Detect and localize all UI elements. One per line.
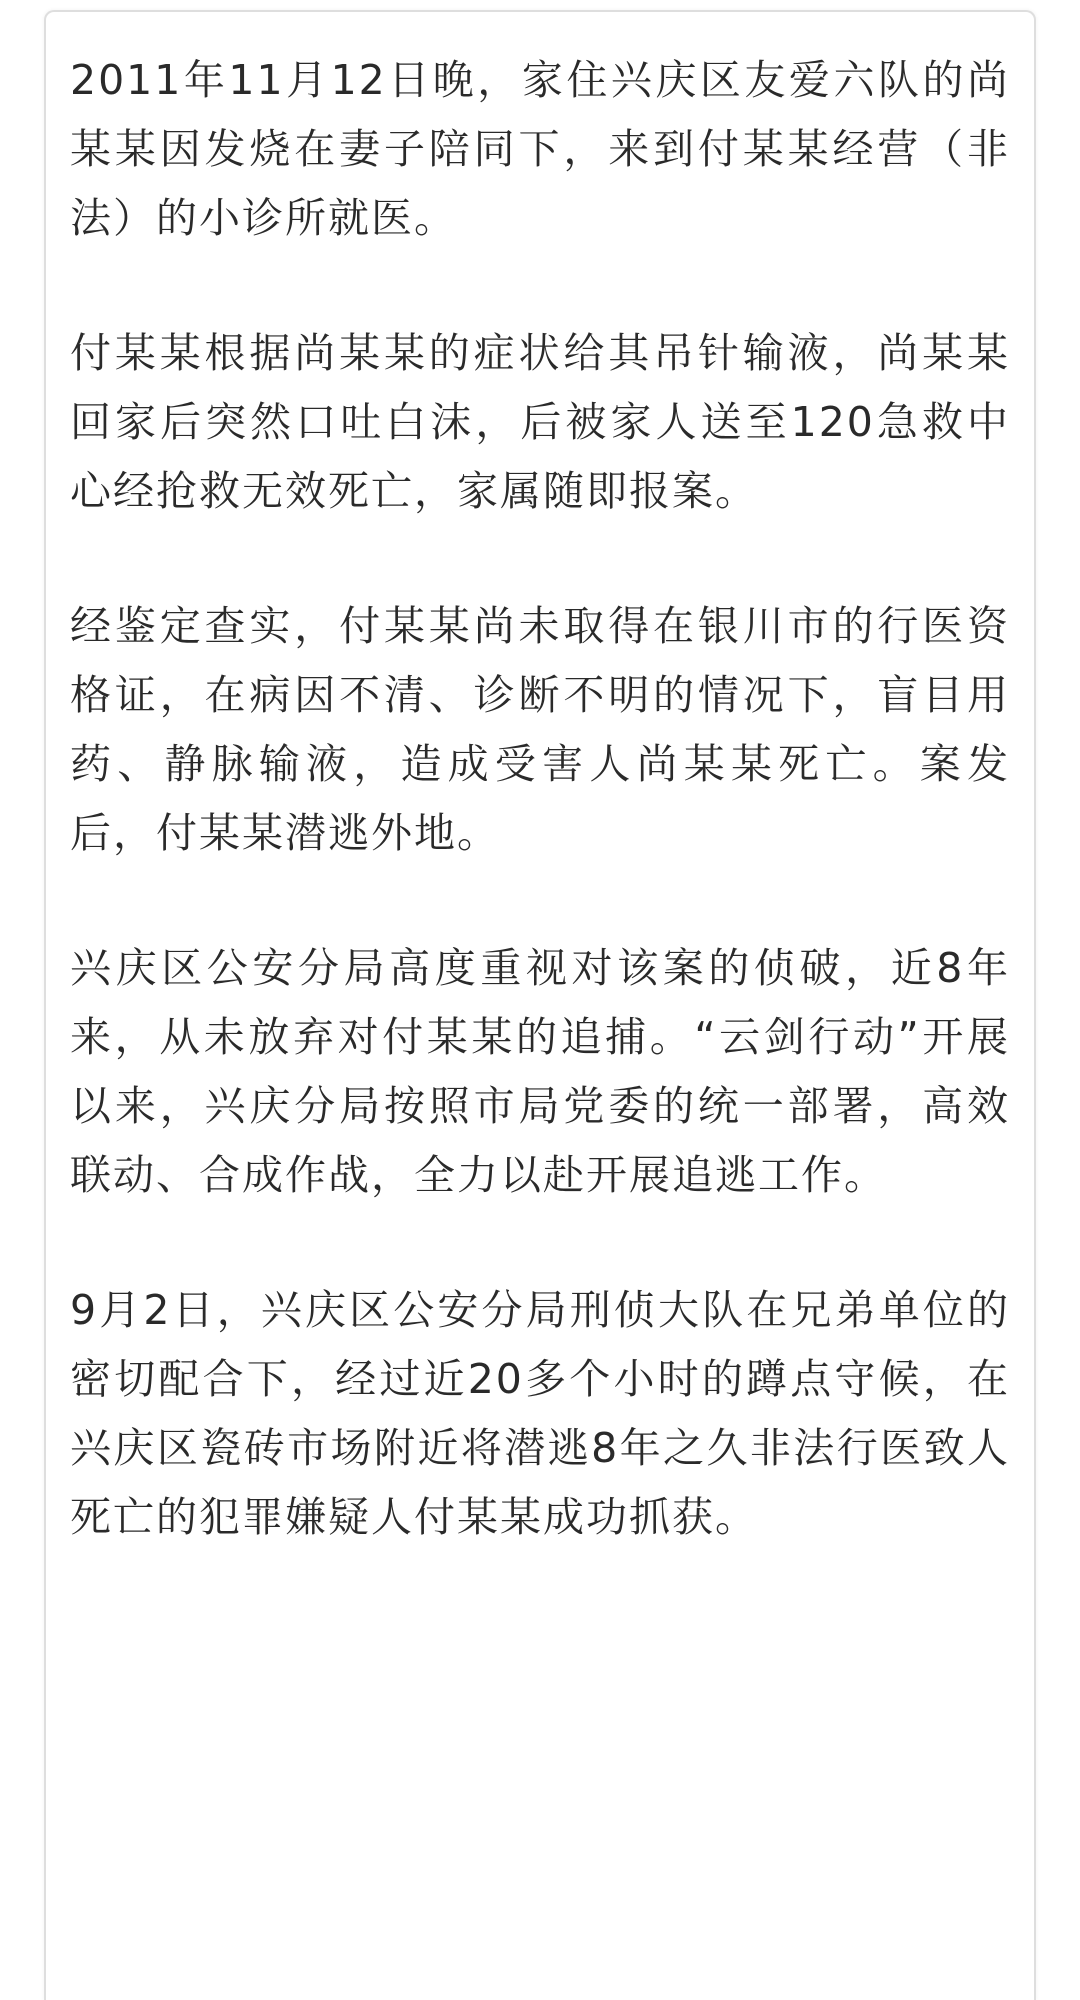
paragraph-pursuit: 兴庆区公安分局高度重视对该案的侦破，近8年来，从未放弃对付某某的追捕。“云剑行动”开展以来，兴庆分局按照市局党委的统一部署，高效联动、合成作战，全力以赴开展追逃工作。	[70, 944, 1010, 1199]
paragraph-arrest: 9月2日，兴庆区公安分局刑侦大队在兄弟单位的密切配合下，经过近20多个小时的蹲点守候，在兴庆区瓷砖市场附近将潜逃8年之久非法行医致人死亡的犯罪嫌疑人付某某成功抓获。	[70, 1286, 1010, 1541]
article-card	[44, 10, 1036, 2000]
paragraph-investigation: 经鉴定查实，付某某尚未取得在银川市的行医资格证，在病因不清、诊断不明的情况下，盲目用药、静脉输液，造成受害人尚某某死亡。案发后，付某某潜逃外地。	[70, 602, 1010, 857]
paragraph-incident: 2011年11月12日晚，家住兴庆区友爱六队的尚某某因发烧在妻子陪同下，来到付某某经营（非法）的小诊所就医。	[70, 56, 1010, 242]
article-body	[70, 46, 1010, 1618]
paragraph-death: 付某某根据尚某某的症状给其吊针输液，尚某某回家后突然口吐白沫，后被家人送至120急救中心经抢救无效死亡，家属随即报案。	[70, 329, 1010, 515]
